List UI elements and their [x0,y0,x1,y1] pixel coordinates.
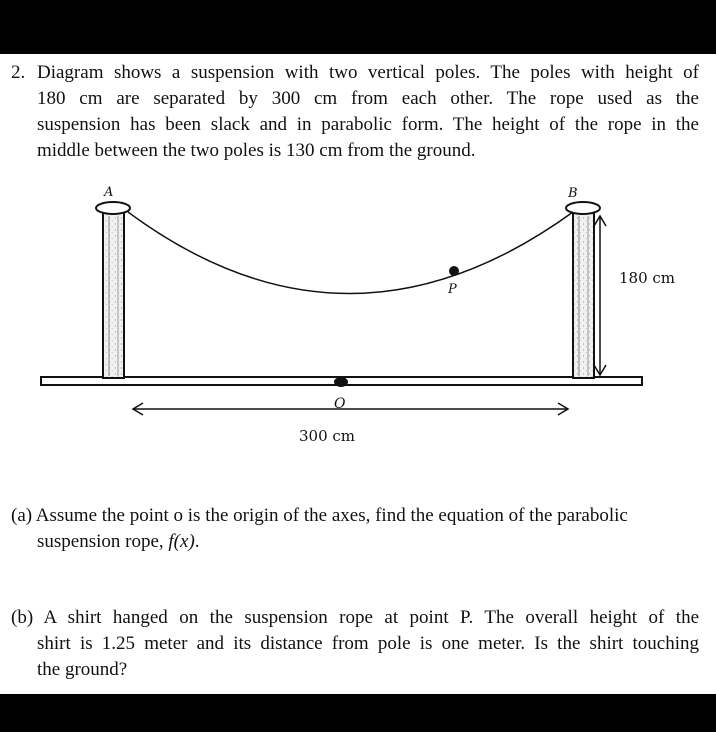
pole-a [96,202,130,378]
worksheet-page [0,54,716,694]
width-arrow [133,403,568,415]
origin-marker [334,377,348,387]
suspension-rope [128,212,573,294]
label-a: A [104,185,114,200]
question-number: 2. [11,62,26,83]
part-a-line-2-prefix: suspension rope, [37,531,169,552]
label-o: O [334,396,346,412]
part-a [11,503,701,555]
part-a-function: f(x) [168,531,195,552]
bottom-black-bar [0,694,716,732]
part-a-line-2 [11,529,701,555]
part-b-line-2: shirt is 1.25 meter and its distance from pole is one meter. Is the shirt touching [37,633,699,654]
pole-b [566,202,600,378]
point-p-marker [449,266,459,276]
part-a-line-2-suffix: . [194,531,200,552]
stem-line-3: suspension has been slack and in parabolic form. The height of the rope in the [37,114,699,135]
part-b-line-1: (b) A shirt hanged on the suspension rope at point P. The overall height of the [11,607,699,628]
height-arrow [594,216,606,375]
stem-line-2: 180 cm are separated by 300 cm from each other. The rope used as the [37,88,699,109]
width-label: 300 cm [299,427,356,445]
part-b-line-3: the ground? [37,659,128,680]
part-a-line-1: (a) Assume the point o is the origin of the axes, find the equation of the parabolic [11,505,628,526]
suspension-diagram [0,54,716,694]
label-p: P [448,282,457,297]
part-b [11,605,701,683]
top-black-bar [0,0,716,54]
stem-line-1: Diagram shows a suspension with two vertical poles. The poles with height of [37,62,699,83]
label-b: B [568,186,578,201]
height-label: 180 cm [619,269,676,287]
stem-line-4: middle between the two poles is 130 cm from the ground. [37,140,476,161]
